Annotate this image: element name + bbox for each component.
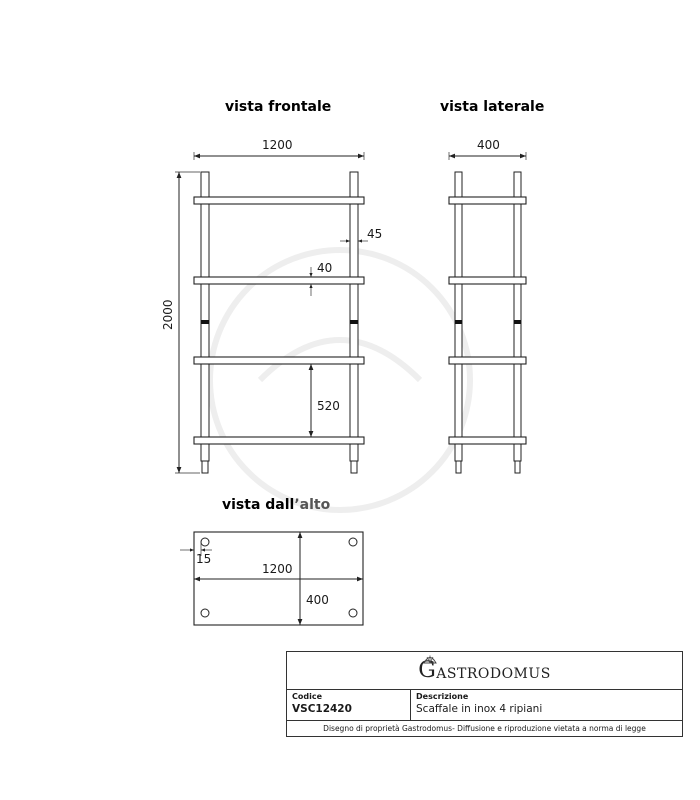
side-right-post [514,172,521,461]
front-shelf-2 [194,277,364,284]
front-shelf-3 [194,357,364,364]
code-value: VSC12420 [292,703,352,715]
info-row [287,689,682,721]
code-cell [287,689,411,720]
front-shelf-1 [194,197,364,204]
description-value: Scaffale in inox 4 ripiani [416,703,543,715]
copyright-footer: Disegno di proprietà Gastrodomus- Diffusione e riproduzione vietata a norma di legge [323,724,646,733]
front-width-label: 1200 [262,138,293,152]
front-left-post [201,172,209,461]
front-left-joint [201,320,209,324]
side-depth-label: 400 [477,138,500,152]
side-view [449,172,526,473]
top-hole-tr [349,538,357,546]
description-cell [411,689,682,720]
top-view-title: vista dall’alto [222,497,331,513]
side-shelf-3 [449,357,526,364]
side-left-post [455,172,462,461]
front-height-label: 2000 [161,299,175,330]
side-right-foot [515,461,520,473]
side-shelf-1 [449,197,526,204]
front-right-foot [351,461,357,473]
top-width-label: 1200 [262,562,293,576]
shelf-spacing-label: 520 [317,399,340,413]
side-shelf-4 [449,437,526,444]
brand-row [287,652,682,690]
brand-name: G ASTRODOMUS [418,657,551,683]
side-view-title: vista laterale [440,99,545,115]
side-left-foot [456,461,461,473]
hole-offset-label: 15 [196,552,212,566]
description-label: Descrizione [416,692,469,701]
front-view-title: vista frontale [225,99,332,115]
front-shelf-4 [194,437,364,444]
top-hole-tl [201,538,209,546]
title-block [286,651,683,737]
front-right-joint [350,320,358,324]
watermark-logo [210,250,470,510]
post-offset-label: 45 [367,227,383,241]
side-left-joint [455,320,462,324]
shelf-thickness-label: 40 [317,261,333,275]
front-right-post [350,172,358,461]
top-hole-bl [201,609,209,617]
side-shelf-2 [449,277,526,284]
code-label: Codice [292,692,323,701]
top-depth-label: 400 [306,593,329,607]
shell-logo-icon [423,654,437,664]
side-right-joint [514,320,521,324]
top-hole-br [349,609,357,617]
front-left-foot [202,461,208,473]
